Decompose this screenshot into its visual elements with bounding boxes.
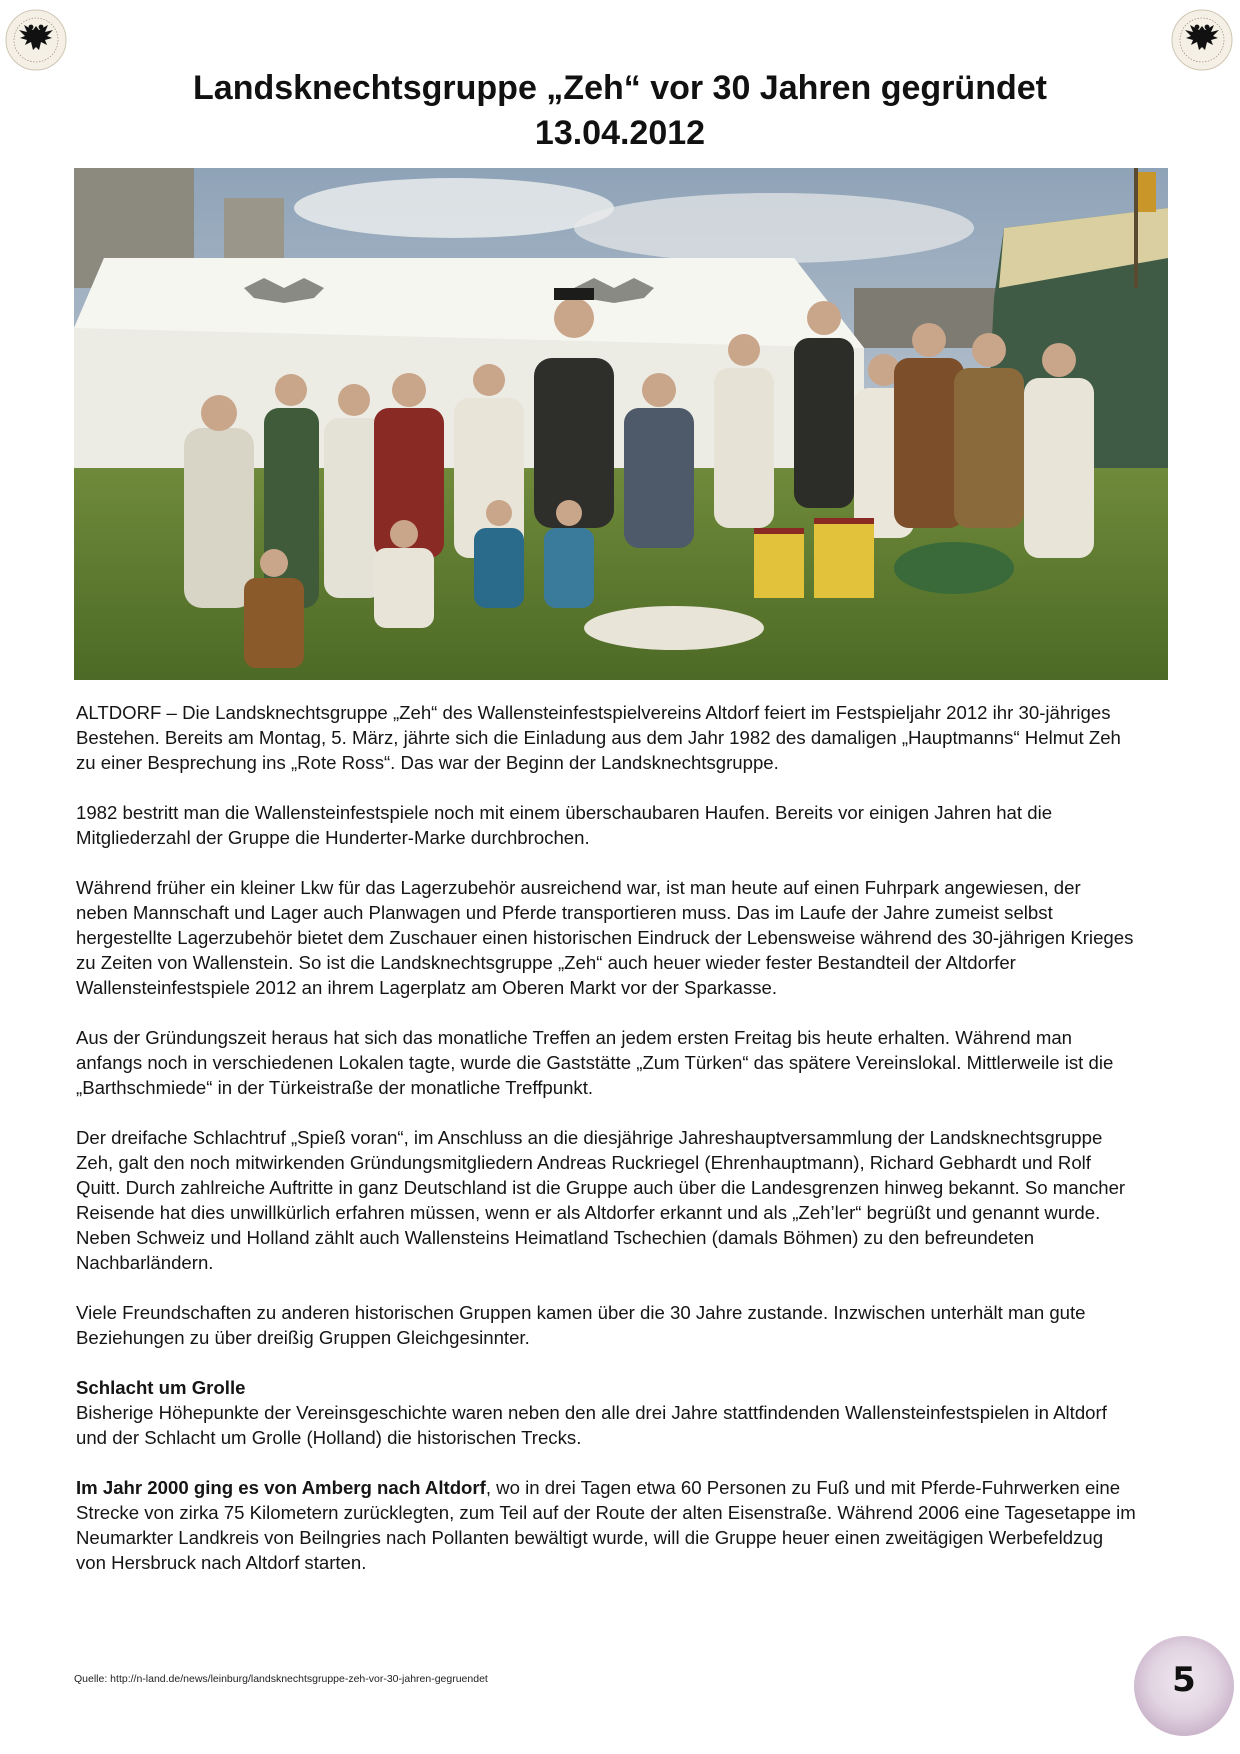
paragraph-trecks-text: , wo in drei Tagen etwa 60 Personen zu Fuß und mit Pferde-Fuhrwerken eine Strecke von zirka 75 Kilometern zurücklegten, zum Teil auf der Route der alten Eisenstraße. Während 2006 eine Tagesetappe im Neumarkter Landkreis von Beilngries nach Pollanten bewältigt wurde, will die Gruppe heuer einen zweitägigen Werbefeldzug von Hersbruck nach Altdorf starten. [76,1477,1136,1573]
paragraph-trecks-bold: Im Jahr 2000 ging es von Amberg nach Altdorf [76,1477,486,1498]
page-number-badge [1134,1636,1234,1736]
double-headed-eagle-icon [1170,8,1234,72]
page-number: 5 [1172,1660,1196,1700]
paragraph-fuhrpark: Während früher ein kleiner Lkw für das Lagerzubehör ausreichend war, ist man heute auf einen Fuhrpark angewiesen, der neben Mannschaft und Lager auch Planwagen und Pferde transportieren muss. Das im Laufe der Jahre zumeist selbst hergestellte Lagerzubehör bietet dem Zuschauer einen historischen Eindruck der Lebensweise während des 30-jährigen Krieges zu Zeiten von Wallenstein. So ist die Landsknechtsgruppe „Zeh“ auch heuer wieder fester Bestandteil der Altdorfer Wallensteinfestspiele 2012 an ihrem Lagerplatz am Oberen Markt vor der Sparkasse. [76,877,1134,998]
paragraph-schlachtruf: Der dreifache Schlachtruf „Spieß voran“, im Anschluss an die diesjährige Jahreshauptversammlung der Landsknechtsgruppe Zeh, galt den noch mitwirkenden Gründungsmitgliedern Andreas Ruckriegel (Ehrenhauptmann), Richard Gebhardt und Rolf Quitt. Durch zahlreiche Auftritte in ganz Deutschland ist die Gruppe auch über die Landesgrenzen hinweg bekannt. So mancher Reisende hat dies unwillkürlich erfahren müssen, wenn er als Altdorfer erkannt und als „Zeh’ler“ begrüßt und genannt wurde. Neben Schweiz und Holland zählt auch Wallensteins Heimatland Tschechien (damals Böhmen) zu den befreundeten Nachbarländern. [76,1127,1126,1273]
paragraph-grolle [76,1375,1136,1450]
page-title [0,66,1240,156]
title-date: 13.04.2012 [534,114,706,152]
paragraph-intro: ALTDORF – Die Landsknechtsgruppe „Zeh“ des Wallensteinfestspielvereins Altdorf feiert im Festspieljahr 2012 ihr 30-jähriges Bestehen. Bereits am Montag, 5. März, jährte sich die Einladung aus dem Jahr 1982 des damaligen „Hauptmanns“ Helmut Zeh zu einer Besprechung ins „Rote Ross“. Das war der Beginn der Landsknechtsgruppe. [76,702,1121,773]
paragraph-freundschaften: Viele Freundschaften zu anderen historischen Gruppen kamen über die 30 Jahre zustande. Inzwischen unterhält man gute Beziehungen zu über dreißig Gruppen Gleichgesinnter. [76,1302,1086,1348]
subheading: Schlacht um Grolle [76,1377,246,1398]
club-logo-left [4,8,68,72]
group-photo-landsknechte [74,168,1168,680]
paragraph-treffen: Aus der Gründungszeit heraus hat sich das monatliche Treffen an jedem ersten Freitag bis heute erhalten. Während man anfangs noch in verschiedenen Lokalen tagte, wurde die Gaststätte „Zum Türken“ das spätere Vereinslokal. Mittlerweile ist die „Barthschmiede“ in der Türkeistraße der monatliche Treffpunkt. [76,1027,1114,1098]
group-photo [74,168,1168,680]
club-logo-right [1170,8,1234,72]
paragraph-1982: 1982 bestritt man die Wallensteinfestspiele noch mit einem überschaubaren Haufen. Bereits vor einigen Jahren hat die Mitgliederzahl der Gruppe die Hunderter-Marke durchbrochen. [76,802,1053,848]
source-citation: Quelle: http://n-land.de/news/leinburg/landsknechtsgruppe-zeh-vor-30-jahren-gegruendet [74,1673,488,1685]
title-line-1: Landsknechtsgruppe „Zeh“ vor 30 Jahren gegründet [193,69,1047,107]
paragraph-grolle-text: Bisherige Höhepunkte der Vereinsgeschichte waren neben den alle drei Jahre stattfindenden Wallensteinfestspielen in Altdorf und der Schlacht um Grolle (Holland) die historischen Trecks. [76,1402,1107,1448]
double-headed-eagle-icon [4,8,68,72]
paragraph-trecks [76,1475,1136,1575]
article-body [76,700,1136,1600]
